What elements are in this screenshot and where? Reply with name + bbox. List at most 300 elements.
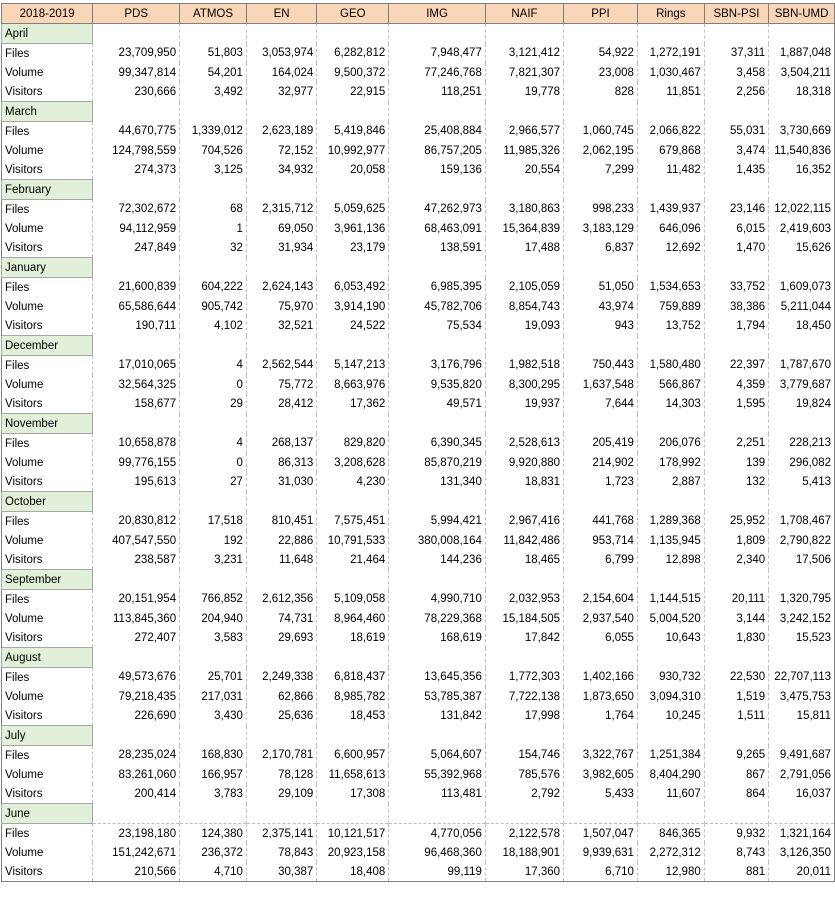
- empty-cell: [637, 492, 704, 512]
- empty-cell: [564, 570, 638, 590]
- cell-rings: 10,643: [637, 628, 704, 648]
- cell-ppi: 7,644: [564, 394, 638, 414]
- table-row: [2, 356, 835, 376]
- table-row: [2, 434, 835, 454]
- header-en: EN: [246, 4, 316, 24]
- month-label: November: [2, 414, 93, 434]
- empty-cell: [93, 648, 180, 668]
- empty-cell: [389, 336, 486, 356]
- cell-img: 113,481: [389, 784, 486, 804]
- cell-ppi: 1,507,047: [564, 824, 638, 844]
- cell-rings: 13,752: [637, 316, 704, 336]
- cell-img: 53,785,387: [389, 687, 486, 706]
- empty-cell: [704, 804, 768, 824]
- cell-pds: 28,235,024: [93, 746, 180, 766]
- cell-geo: 8,964,460: [317, 609, 389, 628]
- cell-geo: 18,453: [317, 706, 389, 726]
- empty-cell: [180, 24, 247, 44]
- cell-geo: 10,121,517: [317, 824, 389, 844]
- cell-ppi: 3,322,767: [564, 746, 638, 766]
- cell-atmos: 32: [180, 238, 247, 258]
- empty-cell: [180, 804, 247, 824]
- cell-img: 380,008,164: [389, 531, 486, 550]
- cell-naif: 17,488: [485, 238, 563, 258]
- cell-pds: 210,566: [93, 862, 180, 882]
- cell-en: 62,866: [246, 687, 316, 706]
- row-label-visitors: Visitors: [2, 472, 93, 492]
- cell-sbn-umd: 18,450: [769, 316, 835, 336]
- cell-ppi: 2,154,604: [564, 590, 638, 610]
- empty-cell: [93, 24, 180, 44]
- cell-pds: 72,302,672: [93, 200, 180, 220]
- cell-geo: 5,419,846: [317, 122, 389, 142]
- cell-en: 86,313: [246, 453, 316, 472]
- cell-sbn-psi: 1,519: [704, 687, 768, 706]
- cell-sbn-umd: 15,626: [769, 238, 835, 258]
- empty-cell: [564, 180, 638, 200]
- cell-en: 22,886: [246, 531, 316, 550]
- cell-pds: 274,373: [93, 160, 180, 180]
- cell-img: 47,262,973: [389, 200, 486, 220]
- cell-naif: 17,998: [485, 706, 563, 726]
- cell-naif: 9,920,880: [485, 453, 563, 472]
- cell-naif: 11,985,326: [485, 141, 563, 160]
- header-row: [2, 4, 835, 24]
- empty-cell: [769, 726, 835, 746]
- cell-atmos: 704,526: [180, 141, 247, 160]
- empty-cell: [769, 570, 835, 590]
- cell-pds: 124,798,559: [93, 141, 180, 160]
- cell-sbn-psi: 8,743: [704, 843, 768, 862]
- cell-naif: 20,554: [485, 160, 563, 180]
- cell-sbn-psi: 6,015: [704, 219, 768, 238]
- cell-naif: 3,180,863: [485, 200, 563, 220]
- month-label: October: [2, 492, 93, 512]
- row-label-files: Files: [2, 746, 93, 766]
- cell-atmos: 4,102: [180, 316, 247, 336]
- cell-ppi: 1,060,745: [564, 122, 638, 142]
- cell-rings: 1,272,191: [637, 44, 704, 64]
- empty-cell: [180, 726, 247, 746]
- table-row: [2, 160, 835, 180]
- row-label-files: Files: [2, 122, 93, 142]
- cell-atmos: 905,742: [180, 297, 247, 316]
- cell-rings: 1,289,368: [637, 512, 704, 532]
- cell-ppi: 750,443: [564, 356, 638, 376]
- table-body: [2, 24, 835, 882]
- row-label-volume: Volume: [2, 141, 93, 160]
- cell-img: 96,468,360: [389, 843, 486, 862]
- cell-sbn-umd: 1,320,795: [769, 590, 835, 610]
- empty-cell: [317, 492, 389, 512]
- month-label: March: [2, 102, 93, 122]
- cell-pds: 99,347,814: [93, 63, 180, 82]
- cell-sbn-umd: 5,413: [769, 472, 835, 492]
- cell-rings: 759,889: [637, 297, 704, 316]
- cell-en: 28,412: [246, 394, 316, 414]
- cell-sbn-umd: 1,887,048: [769, 44, 835, 64]
- empty-cell: [564, 102, 638, 122]
- cell-ppi: 1,764: [564, 706, 638, 726]
- cell-ppi: 54,922: [564, 44, 638, 64]
- table-row: [2, 219, 835, 238]
- empty-cell: [317, 102, 389, 122]
- cell-img: 13,645,356: [389, 668, 486, 688]
- cell-naif: 8,854,743: [485, 297, 563, 316]
- cell-geo: 829,820: [317, 434, 389, 454]
- cell-geo: 5,109,058: [317, 590, 389, 610]
- cell-geo: 8,985,782: [317, 687, 389, 706]
- cell-ppi: 953,714: [564, 531, 638, 550]
- cell-sbn-umd: 11,540,836: [769, 141, 835, 160]
- cell-naif: 18,831: [485, 472, 563, 492]
- empty-cell: [485, 570, 563, 590]
- cell-pds: 247,849: [93, 238, 180, 258]
- cell-sbn-umd: 3,730,669: [769, 122, 835, 142]
- empty-cell: [246, 414, 316, 434]
- cell-sbn-umd: 296,082: [769, 453, 835, 472]
- row-label-volume: Volume: [2, 453, 93, 472]
- table-row: [2, 784, 835, 804]
- cell-img: 144,236: [389, 550, 486, 570]
- row-label-files: Files: [2, 512, 93, 532]
- cell-sbn-psi: 38,386: [704, 297, 768, 316]
- cell-atmos: 0: [180, 375, 247, 394]
- cell-pds: 113,845,360: [93, 609, 180, 628]
- table-row: [2, 82, 835, 102]
- cell-en: 2,315,712: [246, 200, 316, 220]
- row-label-volume: Volume: [2, 687, 93, 706]
- month-row-november: [2, 414, 835, 434]
- cell-sbn-umd: 3,475,753: [769, 687, 835, 706]
- month-row-october: [2, 492, 835, 512]
- empty-cell: [389, 570, 486, 590]
- cell-rings: 12,898: [637, 550, 704, 570]
- empty-cell: [317, 804, 389, 824]
- cell-sbn-umd: 3,126,350: [769, 843, 835, 862]
- cell-naif: 7,821,307: [485, 63, 563, 82]
- empty-cell: [564, 258, 638, 278]
- empty-cell: [180, 414, 247, 434]
- cell-en: 810,451: [246, 512, 316, 532]
- cell-rings: 930,732: [637, 668, 704, 688]
- empty-cell: [246, 180, 316, 200]
- cell-en: 2,249,338: [246, 668, 316, 688]
- cell-rings: 1,251,384: [637, 746, 704, 766]
- cell-en: 30,387: [246, 862, 316, 882]
- empty-cell: [704, 570, 768, 590]
- cell-rings: 1,534,653: [637, 278, 704, 298]
- cell-geo: 6,600,957: [317, 746, 389, 766]
- cell-naif: 2,792: [485, 784, 563, 804]
- cell-ppi: 1,402,166: [564, 668, 638, 688]
- table-row: [2, 472, 835, 492]
- empty-cell: [389, 414, 486, 434]
- month-label: June: [2, 804, 93, 824]
- month-row-august: [2, 648, 835, 668]
- cell-pds: 195,613: [93, 472, 180, 492]
- cell-ppi: 6,799: [564, 550, 638, 570]
- empty-cell: [485, 180, 563, 200]
- cell-atmos: 217,031: [180, 687, 247, 706]
- cell-pds: 49,573,676: [93, 668, 180, 688]
- empty-cell: [769, 24, 835, 44]
- cell-ppi: 43,974: [564, 297, 638, 316]
- cell-sbn-umd: 3,504,211: [769, 63, 835, 82]
- empty-cell: [389, 180, 486, 200]
- cell-geo: 5,147,213: [317, 356, 389, 376]
- cell-atmos: 1: [180, 219, 247, 238]
- cell-sbn-psi: 881: [704, 862, 768, 882]
- row-label-visitors: Visitors: [2, 628, 93, 648]
- cell-img: 4,990,710: [389, 590, 486, 610]
- empty-cell: [246, 258, 316, 278]
- cell-rings: 11,607: [637, 784, 704, 804]
- cell-ppi: 2,062,195: [564, 141, 638, 160]
- month-row-june: [2, 804, 835, 824]
- empty-cell: [704, 24, 768, 44]
- cell-geo: 6,282,812: [317, 44, 389, 64]
- month-label: September: [2, 570, 93, 590]
- cell-pds: 226,690: [93, 706, 180, 726]
- empty-cell: [389, 726, 486, 746]
- cell-geo: 24,522: [317, 316, 389, 336]
- header-rings: Rings: [637, 4, 704, 24]
- cell-sbn-psi: 25,952: [704, 512, 768, 532]
- cell-sbn-psi: 2,251: [704, 434, 768, 454]
- cell-rings: 11,851: [637, 82, 704, 102]
- cell-ppi: 205,419: [564, 434, 638, 454]
- row-label-visitors: Visitors: [2, 862, 93, 882]
- empty-cell: [246, 648, 316, 668]
- cell-sbn-psi: 2,340: [704, 550, 768, 570]
- cell-rings: 846,365: [637, 824, 704, 844]
- month-row-february: [2, 180, 835, 200]
- cell-atmos: 236,372: [180, 843, 247, 862]
- cell-sbn-psi: 37,311: [704, 44, 768, 64]
- table-row: [2, 687, 835, 706]
- cell-rings: 2,887: [637, 472, 704, 492]
- empty-cell: [317, 570, 389, 590]
- cell-pds: 83,261,060: [93, 765, 180, 784]
- cell-geo: 6,053,492: [317, 278, 389, 298]
- empty-cell: [389, 804, 486, 824]
- cell-atmos: 3,231: [180, 550, 247, 570]
- table-row: [2, 531, 835, 550]
- cell-en: 32,521: [246, 316, 316, 336]
- empty-cell: [93, 570, 180, 590]
- cell-sbn-umd: 3,242,152: [769, 609, 835, 628]
- table-row: [2, 238, 835, 258]
- table-row: [2, 668, 835, 688]
- empty-cell: [704, 726, 768, 746]
- cell-sbn-psi: 1,595: [704, 394, 768, 414]
- cell-sbn-psi: 2,256: [704, 82, 768, 102]
- cell-en: 268,137: [246, 434, 316, 454]
- empty-cell: [485, 24, 563, 44]
- cell-pds: 21,600,839: [93, 278, 180, 298]
- cell-img: 75,534: [389, 316, 486, 336]
- empty-cell: [93, 492, 180, 512]
- row-label-volume: Volume: [2, 843, 93, 862]
- empty-cell: [317, 336, 389, 356]
- row-label-files: Files: [2, 200, 93, 220]
- row-label-volume: Volume: [2, 63, 93, 82]
- cell-ppi: 51,050: [564, 278, 638, 298]
- empty-cell: [637, 414, 704, 434]
- table-row: [2, 316, 835, 336]
- empty-cell: [246, 492, 316, 512]
- cell-sbn-umd: 228,213: [769, 434, 835, 454]
- cell-sbn-umd: 9,491,687: [769, 746, 835, 766]
- cell-sbn-psi: 9,265: [704, 746, 768, 766]
- row-label-files: Files: [2, 44, 93, 64]
- month-label: January: [2, 258, 93, 278]
- cell-rings: 1,135,945: [637, 531, 704, 550]
- cell-img: 9,535,820: [389, 375, 486, 394]
- cell-sbn-umd: 19,824: [769, 394, 835, 414]
- empty-cell: [317, 258, 389, 278]
- empty-cell: [93, 726, 180, 746]
- header-sbn-psi: SBN-PSI: [704, 4, 768, 24]
- cell-sbn-psi: 1,511: [704, 706, 768, 726]
- empty-cell: [485, 258, 563, 278]
- row-label-files: Files: [2, 356, 93, 376]
- cell-atmos: 166,957: [180, 765, 247, 784]
- empty-cell: [93, 804, 180, 824]
- cell-naif: 19,937: [485, 394, 563, 414]
- table-row: [2, 44, 835, 64]
- row-label-volume: Volume: [2, 765, 93, 784]
- cell-rings: 646,096: [637, 219, 704, 238]
- cell-img: 131,340: [389, 472, 486, 492]
- cell-img: 99,119: [389, 862, 486, 882]
- empty-cell: [769, 492, 835, 512]
- cell-img: 5,994,421: [389, 512, 486, 532]
- empty-cell: [93, 336, 180, 356]
- empty-cell: [485, 726, 563, 746]
- empty-cell: [317, 180, 389, 200]
- cell-ppi: 3,183,129: [564, 219, 638, 238]
- cell-sbn-umd: 2,791,056: [769, 765, 835, 784]
- empty-cell: [317, 648, 389, 668]
- empty-cell: [180, 258, 247, 278]
- cell-rings: 1,030,467: [637, 63, 704, 82]
- header-naif: NAIF: [485, 4, 563, 24]
- cell-pds: 23,198,180: [93, 824, 180, 844]
- empty-cell: [704, 102, 768, 122]
- cell-ppi: 6,837: [564, 238, 638, 258]
- row-label-visitors: Visitors: [2, 706, 93, 726]
- empty-cell: [769, 180, 835, 200]
- empty-cell: [637, 258, 704, 278]
- month-row-july: [2, 726, 835, 746]
- cell-sbn-psi: 1,470: [704, 238, 768, 258]
- empty-cell: [637, 24, 704, 44]
- row-label-visitors: Visitors: [2, 238, 93, 258]
- cell-geo: 5,059,625: [317, 200, 389, 220]
- cell-atmos: 4: [180, 356, 247, 376]
- cell-sbn-psi: 3,458: [704, 63, 768, 82]
- empty-cell: [564, 336, 638, 356]
- cell-sbn-psi: 33,752: [704, 278, 768, 298]
- empty-cell: [769, 804, 835, 824]
- cell-ppi: 9,939,631: [564, 843, 638, 862]
- cell-geo: 10,791,533: [317, 531, 389, 550]
- table-row: [2, 746, 835, 766]
- table-row: [2, 394, 835, 414]
- cell-en: 2,623,189: [246, 122, 316, 142]
- cell-ppi: 828: [564, 82, 638, 102]
- table-row: [2, 278, 835, 298]
- empty-cell: [769, 336, 835, 356]
- cell-en: 25,636: [246, 706, 316, 726]
- cell-img: 118,251: [389, 82, 486, 102]
- cell-en: 31,030: [246, 472, 316, 492]
- cell-en: 2,624,143: [246, 278, 316, 298]
- row-label-files: Files: [2, 668, 93, 688]
- cell-sbn-umd: 16,352: [769, 160, 835, 180]
- month-row-december: [2, 336, 835, 356]
- table-row: [2, 628, 835, 648]
- cell-img: 138,591: [389, 238, 486, 258]
- row-label-volume: Volume: [2, 375, 93, 394]
- table-row: [2, 512, 835, 532]
- cell-pds: 20,151,954: [93, 590, 180, 610]
- cell-en: 34,932: [246, 160, 316, 180]
- empty-cell: [389, 24, 486, 44]
- empty-cell: [485, 336, 563, 356]
- empty-cell: [704, 492, 768, 512]
- empty-cell: [246, 24, 316, 44]
- cell-rings: 1,580,480: [637, 356, 704, 376]
- month-row-march: [2, 102, 835, 122]
- header-img: IMG: [389, 4, 486, 24]
- header-sbn-umd: SBN-UMD: [769, 4, 835, 24]
- cell-pds: 99,776,155: [93, 453, 180, 472]
- cell-pds: 407,547,550: [93, 531, 180, 550]
- cell-en: 3,053,974: [246, 44, 316, 64]
- cell-geo: 9,500,372: [317, 63, 389, 82]
- empty-cell: [564, 492, 638, 512]
- empty-cell: [637, 726, 704, 746]
- empty-cell: [485, 648, 563, 668]
- cell-naif: 2,032,953: [485, 590, 563, 610]
- cell-ppi: 2,937,540: [564, 609, 638, 628]
- cell-atmos: 1,339,012: [180, 122, 247, 142]
- cell-img: 68,463,091: [389, 219, 486, 238]
- cell-naif: 2,528,613: [485, 434, 563, 454]
- cell-geo: 20,058: [317, 160, 389, 180]
- empty-cell: [704, 258, 768, 278]
- cell-rings: 566,867: [637, 375, 704, 394]
- month-label: December: [2, 336, 93, 356]
- cell-rings: 10,245: [637, 706, 704, 726]
- cell-ppi: 1,873,650: [564, 687, 638, 706]
- cell-geo: 23,179: [317, 238, 389, 258]
- cell-img: 3,176,796: [389, 356, 486, 376]
- cell-atmos: 27: [180, 472, 247, 492]
- cell-rings: 2,066,822: [637, 122, 704, 142]
- table-row: [2, 765, 835, 784]
- cell-sbn-umd: 17,506: [769, 550, 835, 570]
- row-label-files: Files: [2, 590, 93, 610]
- row-label-visitors: Visitors: [2, 160, 93, 180]
- cell-naif: 15,184,505: [485, 609, 563, 628]
- cell-atmos: 124,380: [180, 824, 247, 844]
- cell-atmos: 68: [180, 200, 247, 220]
- cell-sbn-psi: 22,530: [704, 668, 768, 688]
